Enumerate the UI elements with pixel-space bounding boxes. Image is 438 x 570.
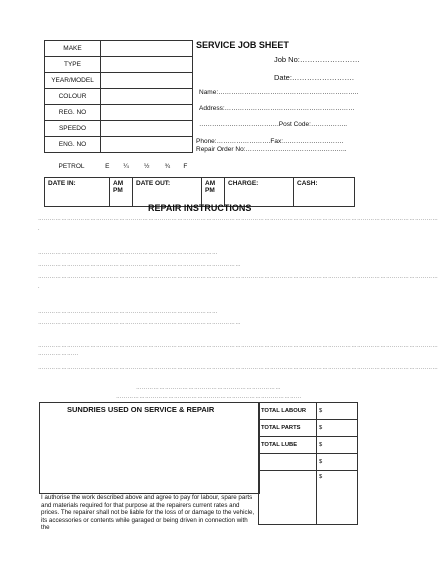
total-value-field[interactable]: $ [317,420,358,437]
dotted-line: . [38,226,40,232]
customer-name-field[interactable]: Name:……………………………………………………….. [199,89,359,96]
vehicle-value-field[interactable] [101,121,193,137]
am-pm-in[interactable]: AM PM [110,178,133,207]
vehicle-value-field[interactable] [101,57,193,73]
customer-address-field[interactable]: Address:…………………………………………………… [199,105,355,112]
dotted-line: ……………………………………………………………………………………………………………………………………………………………………………………… [38,365,438,371]
repair-instructions-title: REPAIR INSTRUCTIONS [148,203,252,213]
total-value-field[interactable]: $ [317,471,358,525]
vehicle-details-table [44,40,193,153]
date-in-field[interactable]: DATE IN: [45,178,110,207]
dotted-line: …………………………………………………………………………………………… [38,262,241,268]
vehicle-label: REG. NO [45,105,101,121]
vehicle-value-field[interactable] [101,41,193,57]
dotted-line: ……………………………………………………………………………………………………………………………………………………………………………………… [38,274,438,280]
dotted-line: ………………… [38,351,79,357]
total-label: TOTAL LUBE [259,437,317,454]
repair-order-field[interactable]: Repair Order No:……………………………………….. [196,146,347,153]
dotted-line: …………………………………………………………………………………… [116,394,302,400]
vehicle-label: MAKE [45,41,101,57]
dotted-line: . [38,284,40,290]
am-pm-out[interactable]: AM PM [202,178,225,207]
vehicle-row-year-model [45,73,193,89]
dotted-line: ………………………………………………………………… [136,385,281,391]
petrol-level-row [44,158,193,174]
total-label: TOTAL LABOUR [259,403,317,420]
vehicle-label: ENG. NO [45,137,101,153]
charge-field[interactable]: CHARGE: [225,178,294,207]
total-value-field[interactable]: $ [317,437,358,454]
vehicle-value-field[interactable] [101,105,193,121]
total-row [259,454,358,471]
authorisation-text: I authorise the work described above and agree to pay for labour, spare parts and materials required for that purpose at the repairers current rates and prices. The repairer shall not be liable for the loss of or damage to the vehicle, its accessories or contents while garaged or being driven in connection with the [41,494,255,532]
dotted-line: ………………………………………………………………………………… [38,309,218,315]
petrol-level-e[interactable]: E [105,162,110,170]
dotted-line: ……………………………………………………………………………………………………………………………………………………………………………………… [38,343,438,349]
petrol-level-full[interactable]: F [183,162,188,170]
total-label: TOTAL PARTS [259,420,317,437]
dotted-line: …………………………………………………………………………………………… [38,320,241,326]
vehicle-label: TYPE [45,57,101,73]
vehicle-value-field[interactable] [101,89,193,105]
petrol-label: PETROL [58,162,85,170]
total-row [259,471,358,525]
page-title: SERVICE JOB SHEET [196,40,289,50]
vehicle-row-make [45,41,193,57]
vehicle-row-type [45,57,193,73]
petrol-level-quarter[interactable]: ¼ [123,162,129,170]
total-row [259,403,358,420]
sundries-title: SUNDRIES USED ON SERVICE & REPAIR [67,405,215,414]
total-value-field[interactable]: $ [317,454,358,471]
dotted-line: ……………………………………………………………………………………………………………………………………………………………………………………… [38,216,438,222]
vehicle-label: SPEEDO [45,121,101,137]
total-value-field[interactable]: $ [317,403,358,420]
vehicle-row-speedo [45,121,193,137]
vehicle-row-colour [45,89,193,105]
vehicle-row-reg-no [45,105,193,121]
sundries-box[interactable] [39,402,260,494]
total-label [259,471,317,525]
customer-phone-fax-field[interactable]: Phone:…………………….Fax:………………………. [196,138,344,145]
job-no-field[interactable]: Job No:…………………… [274,55,360,64]
vehicle-label: COLOUR [45,89,101,105]
total-label [259,454,317,471]
totals-table [258,402,358,525]
vehicle-row-eng-no [45,137,193,153]
vehicle-value-field[interactable] [101,137,193,153]
vehicle-label: YEAR/MODEL [45,73,101,89]
vehicle-value-field[interactable] [101,73,193,89]
date-field[interactable]: Date:……………………. [274,73,355,82]
dotted-line: ………………………………………………………………………………… [38,250,218,256]
petrol-level-three-quarter[interactable]: ¾ [164,162,171,170]
total-row [259,437,358,454]
petrol-level-half[interactable]: ½ [143,162,150,170]
customer-postcode-field[interactable]: ……………………………….Post Code:…………….. [199,121,348,128]
total-row [259,420,358,437]
cash-field[interactable]: CASH: [294,178,355,207]
date-out-field[interactable]: DATE OUT: [133,178,202,207]
